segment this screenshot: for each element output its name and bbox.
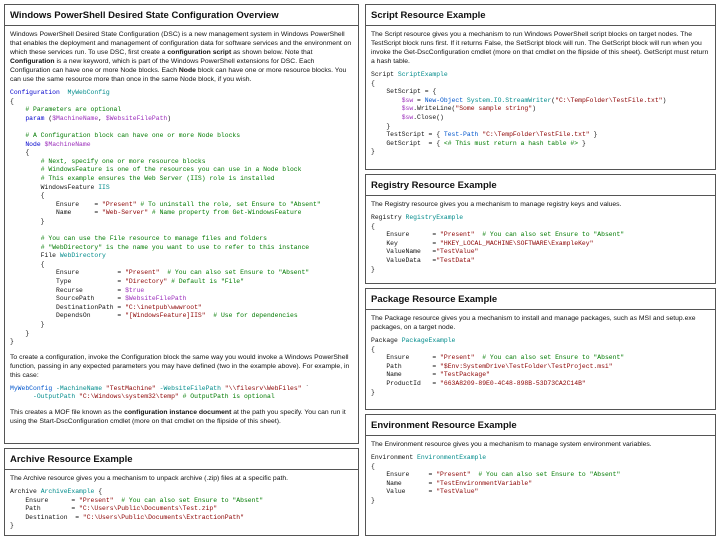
code-token: <# This must return a hash table #>: [443, 139, 579, 147]
archive-title: Archive Resource Example: [5, 449, 358, 470]
registry-code: [371, 214, 710, 274]
script-panel: [365, 4, 716, 170]
package-code: [371, 337, 710, 397]
code-token: (: [551, 96, 556, 104]
code-line: [10, 106, 353, 115]
code-line: [10, 514, 353, 523]
script-text: The Script resource gives you a mechanism to run Windows PowerShell script blocks on target nodes. The TestScript block runs first. If it returns False, the SetScript block will run. The GetScript block will run when you invoke the Get-DscConfiguration cmdlet (more on that cmdlet on the flipside of this sheet). GetScript must return a hash table.: [371, 31, 709, 65]
code-token: Destination =: [10, 513, 83, 521]
code-token: {: [10, 260, 45, 268]
code-line: [10, 321, 353, 330]
code-token: ,: [98, 114, 106, 122]
code-token: "C:\TempFolder\TestFile.txt": [555, 96, 663, 104]
code-token: Ensure =: [371, 231, 441, 239]
code-token: -MachineName: [56, 384, 103, 392]
code-token: Value =: [371, 488, 437, 496]
code-line: [10, 209, 353, 218]
code-token: {: [10, 97, 14, 105]
code-token: [371, 114, 402, 121]
code-token: Test-Path: [443, 131, 479, 139]
code-line: [10, 89, 353, 98]
package-title: Package Resource Example: [366, 289, 715, 310]
code-token: }: [371, 122, 391, 130]
environment-panel: [365, 414, 716, 536]
code-token: "Present": [436, 471, 471, 479]
code-line: [10, 184, 353, 193]
code-token: $WebsiteFilePath: [105, 114, 168, 122]
code-token: # This example ensures the Web Server (IIS) role is installed: [40, 174, 275, 182]
code-token: "C:\inetpub\wwwroot": [125, 303, 202, 311]
code-token: =: [413, 96, 425, 104]
code-token: "TestMachine": [105, 384, 156, 392]
code-token: Name =: [10, 209, 103, 217]
code-line: [371, 240, 710, 249]
code-token: "Present": [102, 200, 137, 208]
code-token: Ensure =: [10, 200, 103, 208]
archive-code: [10, 488, 353, 531]
code-line: [371, 454, 710, 463]
overview-title: Windows PowerShell Desired State Configuration Overview: [5, 5, 358, 26]
code-token: }: [371, 388, 375, 396]
code-line: [10, 166, 353, 175]
code-line: [10, 201, 353, 210]
code-token: "C:\Users\Public\Documents\ExtractionPath": [82, 513, 244, 521]
code-token: "C:\Users\Public\Documents\Test.zip": [79, 505, 218, 513]
code-token: Archive: [10, 488, 41, 495]
code-line: [10, 338, 353, 347]
code-line: [371, 354, 710, 363]
code-line: [10, 304, 353, 313]
code-line: [10, 244, 353, 253]
code-token: Ensure =: [371, 354, 441, 362]
registry-text: The Registry resource gives you a mechanism to manage registry keys and values.: [371, 201, 622, 208]
code-token: Type =: [10, 278, 126, 286]
code-token: ValueName =: [371, 248, 437, 256]
code-token: .WriteLine(: [413, 105, 456, 113]
overview-intro: Windows PowerShell Desired State Configuration (DSC) is a new management system in Windows PowerShell that enables the deployment and management of configuration data for software services and the environment on which these services run. To use DSC, first create a configuration script as shown below. Note that Configuration is a new keyword, which is part of the Windows PowerShell extensions for DSC. Each Configuration can have one or more Node blocks. Each Node block can have one or more resource blocks. You can use the same resource more than once in the same Node block, if you wish.: [10, 31, 352, 83]
code-line: [371, 114, 710, 123]
code-token: [10, 175, 41, 182]
code-token: "TestData": [436, 256, 475, 264]
code-line: [371, 266, 710, 275]
code-token: MyWebConfig: [67, 89, 110, 96]
code-line: [10, 505, 353, 514]
code-line: [371, 480, 710, 489]
code-token: }: [10, 329, 30, 337]
code-line: [371, 80, 710, 89]
code-token: Ensure =: [10, 269, 126, 277]
code-token: # You can also set Ensure to "Absent": [482, 231, 625, 239]
code-line: [371, 380, 710, 389]
code-token: "C:\Windows\system32\temp": [79, 393, 179, 401]
code-token: {: [371, 462, 375, 470]
code-token: [10, 132, 25, 139]
code-line: [10, 393, 353, 402]
left-column: [4, 4, 359, 536]
code-token: }: [371, 148, 375, 156]
code-line: [10, 497, 353, 506]
code-token: DependsOn =: [10, 312, 126, 320]
code-token: ValueData =: [371, 256, 437, 264]
code-token: [10, 244, 41, 251]
code-token: $sw: [401, 113, 414, 121]
code-line: [10, 132, 353, 141]
code-line: [10, 488, 353, 497]
code-line: [371, 231, 710, 240]
code-line: [371, 346, 710, 355]
environment-text: The Environment resource gives you a mechanism to manage system environment variables.: [371, 441, 652, 448]
code-token: $WebsiteFilePath: [125, 295, 187, 303]
code-token: WindowsFeature: [10, 183, 99, 191]
overview-panel: [4, 4, 359, 444]
code-token: "TestValue": [436, 248, 479, 256]
code-line: [10, 218, 353, 227]
invoke-code: [10, 385, 353, 402]
code-token: # Use for dependencies: [213, 312, 298, 320]
code-line: [371, 140, 710, 149]
overview-middle: To create a configuration, invoke the Configuration block the same way you would invoke a Windows PowerShell function, passing in any expected parameters you may have defined (two in the example above). For example, in this case:: [10, 353, 350, 379]
code-token: }: [578, 139, 586, 147]
code-token: {: [371, 79, 375, 87]
code-token: SetScript = {: [371, 88, 437, 96]
archive-text: The Archive resource gives you a mechanism to unpack archive (.zip) files at a specific path.: [10, 475, 289, 482]
code-line: [10, 252, 353, 261]
code-line: [10, 278, 353, 287]
code-line: [10, 98, 353, 107]
code-token: "Present": [79, 496, 114, 504]
environment-title: Environment Resource Example: [366, 415, 715, 436]
code-token: "$Env:SystemDrive\TestFolder\TestProject.msi": [440, 362, 613, 370]
code-token: # A Configuration block can have one or more Node blocks: [25, 131, 241, 139]
code-token: # "WebDirectory" is the name you want to use to refer to this instance: [40, 243, 310, 251]
code-token: "\\filesrv\WebFiles": [224, 384, 302, 392]
code-token: [10, 166, 41, 173]
code-line: [371, 131, 710, 140]
code-token: EnvironmentExample: [417, 454, 487, 461]
code-token: Registry: [371, 214, 406, 221]
code-line: [10, 312, 353, 321]
code-token: "HKEY_LOCAL_MACHINE\SOFTWARE\ExampleKey": [440, 239, 594, 247]
code-line: [371, 463, 710, 472]
code-token: "TestEnvironmentVariable": [436, 479, 533, 487]
code-token: Environment: [371, 454, 418, 461]
code-token: # Default is "File": [171, 278, 244, 286]
code-token: WebDirectory: [59, 252, 106, 260]
code-token: }: [10, 321, 45, 329]
code-line: [371, 488, 710, 497]
code-line: [371, 471, 710, 480]
code-line: [371, 248, 710, 257]
code-token: TestScript = {: [371, 131, 444, 139]
code-token: .Close(): [413, 113, 444, 121]
code-token: [10, 235, 41, 242]
code-token: "Web-Server": [102, 209, 149, 217]
code-token: [10, 393, 33, 400]
code-token: ): [532, 105, 536, 113]
code-line: [10, 115, 353, 124]
code-token: [371, 105, 402, 112]
code-token: $sw: [401, 105, 414, 113]
code-token: $MachineName: [52, 114, 99, 122]
code-token: Ensure =: [10, 496, 80, 504]
code-line: [10, 385, 353, 394]
code-token: "Directory": [125, 278, 168, 286]
code-token: Name =: [371, 371, 441, 379]
code-token: "C:\TempFolder\TestFile.txt": [482, 131, 590, 139]
code-token: Script: [371, 71, 398, 78]
code-token: [10, 115, 25, 122]
code-line: [10, 175, 353, 184]
code-token: Ensure =: [371, 471, 437, 479]
code-token: MyWebConfig: [10, 384, 53, 392]
code-line: [10, 123, 353, 132]
code-line: [371, 363, 710, 372]
code-line: [371, 148, 710, 157]
code-token: Path =: [371, 362, 441, 370]
code-token: }: [371, 496, 375, 504]
code-token: "TestPackage": [440, 371, 490, 379]
code-token: "663A8209-89E0-4C48-898B-53D73CA2C14B": [440, 379, 586, 387]
code-line: [10, 149, 353, 158]
code-token: {: [371, 345, 375, 353]
code-token: {: [10, 192, 45, 200]
code-token: {: [94, 488, 103, 495]
code-line: [10, 287, 353, 296]
code-token: System.IO.StreamWriter: [466, 96, 552, 104]
code-token: param: [25, 114, 45, 122]
code-line: [371, 88, 710, 97]
code-token: ): [167, 114, 172, 122]
code-line: [10, 522, 353, 531]
code-line: [10, 141, 353, 150]
code-line: [371, 389, 710, 398]
code-line: [10, 330, 353, 339]
configuration-code: [10, 89, 353, 347]
code-token: `: [301, 384, 310, 392]
code-token: # Parameters are optional: [25, 106, 122, 114]
code-token: # You can also set Ensure to "Absent": [121, 496, 264, 504]
code-line: [371, 97, 710, 106]
code-token: Name =: [371, 479, 437, 487]
code-token: {: [10, 149, 30, 157]
code-line: [371, 105, 710, 114]
code-token: DestinationPath =: [10, 303, 126, 311]
code-token: # OutputPath is optional: [182, 393, 275, 401]
code-token: [10, 106, 25, 113]
overview-outro: This creates a MOF file known as the configuration instance document at the path you specify. You can run it using the Start-DscConfiguration cmdlet (more on that cmdlet on the flipside of this sheet).: [10, 409, 346, 425]
code-token: -OutputPath: [33, 393, 76, 401]
code-token: # WindowsFeature is one of the resources you can use in a Node block: [40, 166, 302, 174]
code-token: Node: [25, 140, 41, 148]
code-token: ProductId =: [371, 379, 441, 387]
code-token: "Present": [440, 231, 475, 239]
code-line: [10, 295, 353, 304]
code-token: [10, 141, 25, 148]
code-token: PackageExample: [401, 337, 456, 344]
code-token: (: [44, 114, 53, 122]
code-line: [371, 123, 710, 132]
code-line: [10, 235, 353, 244]
code-token: [10, 158, 41, 165]
code-token: [60, 89, 68, 96]
code-token: $sw: [401, 96, 414, 104]
archive-panel: [4, 448, 359, 536]
code-token: File: [10, 252, 60, 260]
registry-title: Registry Resource Example: [366, 175, 715, 196]
code-token: # You can also set Ensure to "Absent": [478, 471, 621, 479]
code-token: ArchiveExample: [40, 488, 95, 495]
code-token: [371, 97, 402, 104]
code-token: $MachineName: [44, 140, 91, 148]
code-line: [371, 337, 710, 346]
code-token: }: [10, 217, 45, 225]
code-token: ScriptExample: [397, 71, 448, 78]
code-line: [10, 269, 353, 278]
code-token: "[WindowsFeature]IIS": [125, 312, 206, 320]
script-code: [371, 71, 710, 157]
code-line: [10, 158, 353, 167]
code-token: Path =: [10, 505, 80, 513]
code-line: [371, 71, 710, 80]
environment-code: [371, 454, 710, 506]
code-token: SourcePath =: [10, 295, 126, 303]
code-line: [10, 192, 353, 201]
code-line: [371, 497, 710, 506]
code-token: Recurse =: [10, 286, 126, 294]
code-line: [10, 261, 353, 270]
code-token: $true: [125, 286, 145, 294]
code-token: {: [371, 222, 375, 230]
code-token: "Present": [440, 354, 475, 362]
code-token: Key =: [371, 239, 441, 247]
package-text: The Package resource gives you a mechanism to install and manage packages, such as MSI and setup.exe packages, on a target node.: [371, 315, 696, 331]
code-token: ): [662, 96, 667, 104]
code-token: # You can use the File resource to manage files and folders: [40, 235, 267, 243]
code-token: # You can also set Ensure to "Absent": [482, 354, 625, 362]
code-token: # You can also set Ensure to "Absent": [167, 269, 310, 277]
code-line: [10, 227, 353, 236]
code-token: # Name property from Get-WindowsFeature: [151, 209, 302, 217]
code-token: "Present": [125, 269, 160, 277]
code-token: "TestValue": [436, 488, 479, 496]
code-token: Configuration: [10, 89, 60, 96]
code-line: [371, 371, 710, 380]
code-token: Package: [371, 337, 402, 344]
code-token: # To uninstall the role, set Ensure to "Absent": [140, 200, 321, 208]
package-panel: [365, 288, 716, 410]
code-token: }: [589, 131, 598, 139]
registry-panel: [365, 174, 716, 284]
code-token: GetScript = {: [371, 139, 444, 147]
code-line: [371, 257, 710, 266]
code-line: [371, 223, 710, 232]
code-token: -WebsiteFilePath: [159, 384, 221, 392]
code-line: [371, 214, 710, 223]
code-token: # Next, specify one or more resource blocks: [40, 157, 206, 165]
code-token: "Some sample string": [455, 105, 533, 113]
right-column: [365, 4, 716, 536]
code-token: }: [10, 338, 14, 346]
code-token: IIS: [98, 183, 110, 191]
code-token: RegistryExample: [405, 214, 464, 221]
script-title: Script Resource Example: [366, 5, 715, 26]
code-token: }: [371, 265, 375, 273]
code-token: }: [10, 522, 14, 530]
code-token: New-Object: [424, 96, 464, 104]
